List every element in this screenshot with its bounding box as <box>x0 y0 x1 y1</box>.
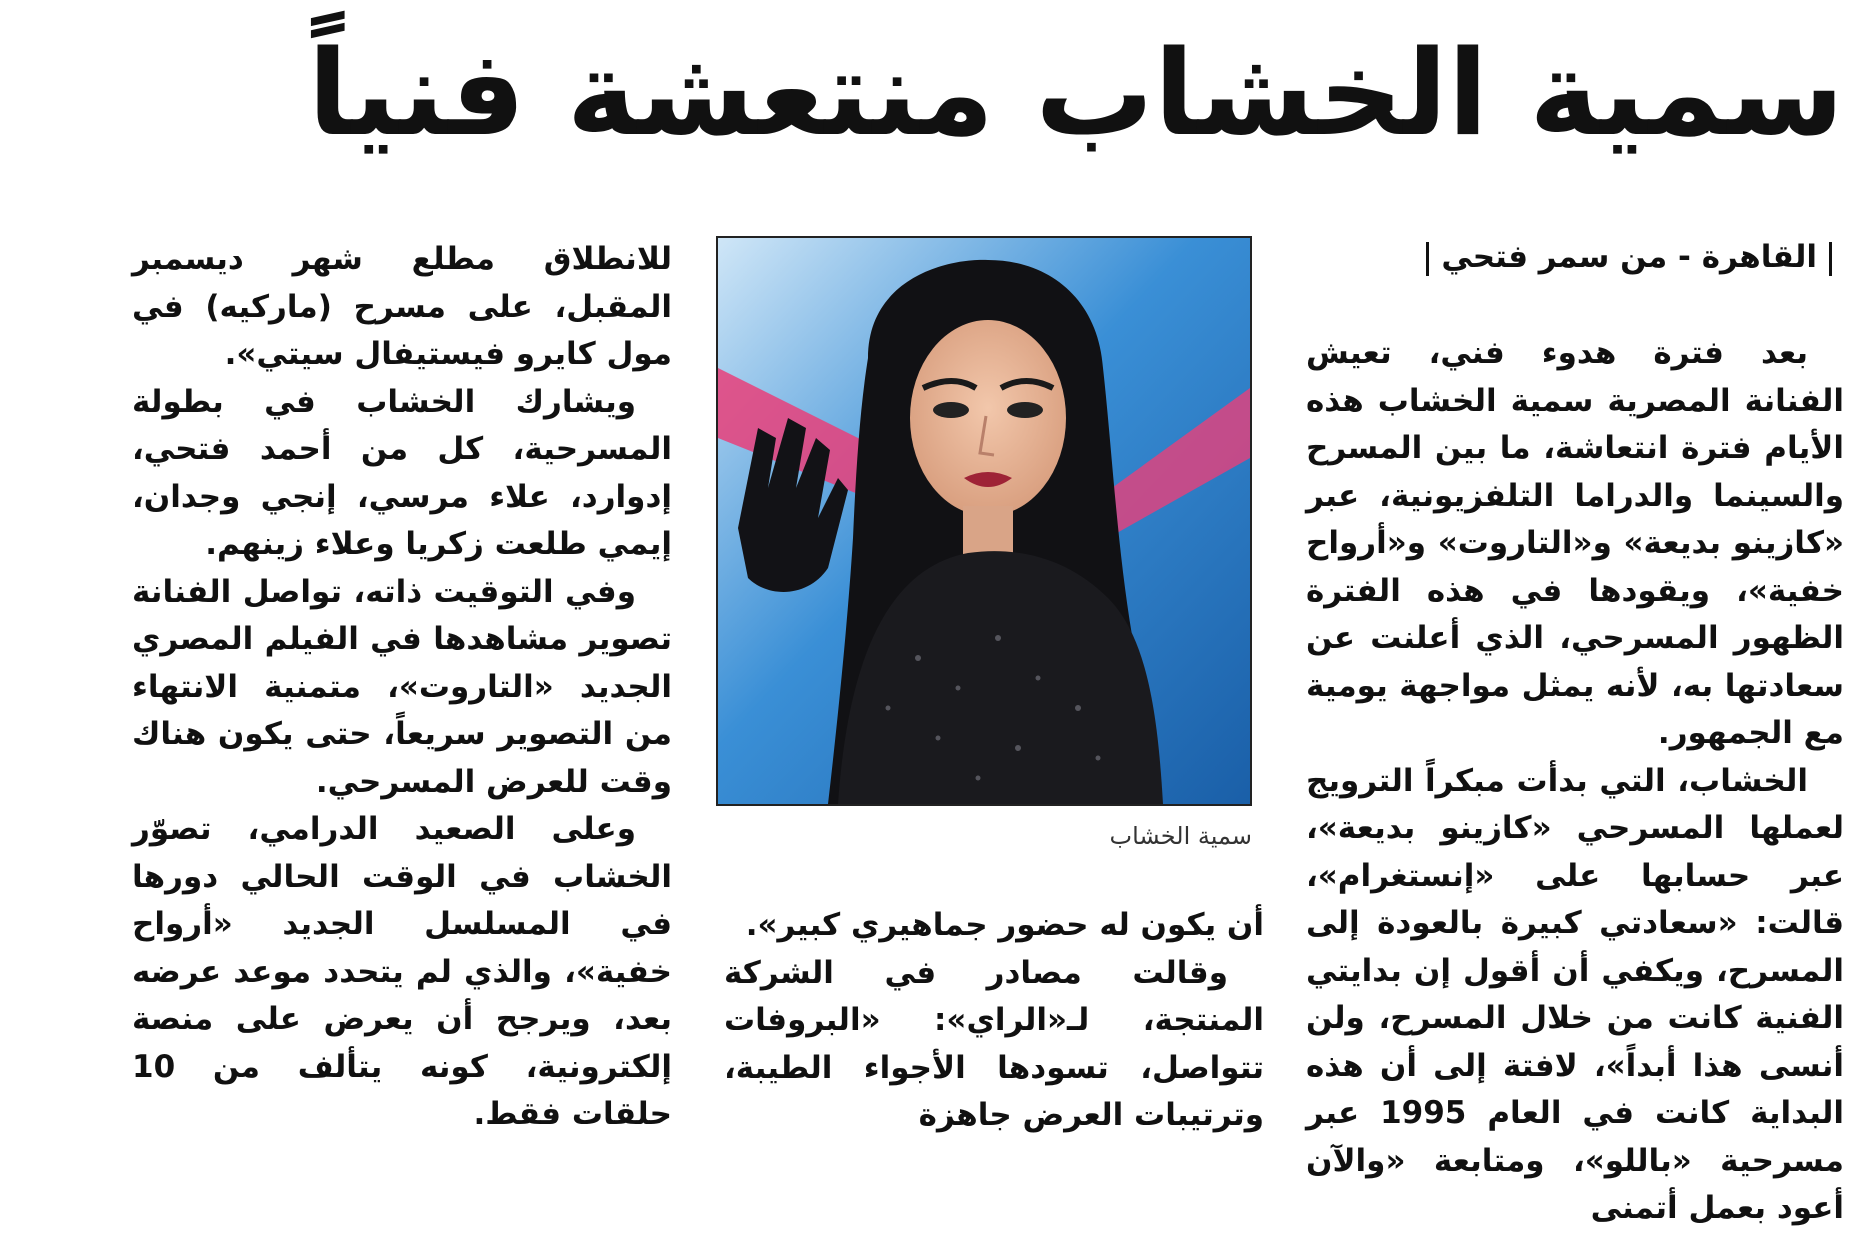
photo-caption: سمية الخشاب <box>1109 822 1252 850</box>
article-column-left <box>132 236 672 1132</box>
article-photo <box>716 236 1252 806</box>
article-paragraph: أن يكون له حضور جماهيري كبير». <box>745 907 1264 943</box>
article-paragraph: وقالت مصادر في الشركة المنتجة، لـ«الراي»: «البروفات تتواصل، تسودها الأجواء الطيبة، وترتيبات العرض جاهزة <box>724 954 1264 1133</box>
article-paragraph: الخشاب، التي بدأت مبكراً الترويج لعملها المسرحي «كازينو بديعة»، عبر حسابها على «إنستغرام»، قالت: «سعادتي كبيرة بالعودة إلى المسرح، ويكفي أن أقول إن بدايتي الفنية كانت من خلال المسرح، ولن أنسى هذا أبداً»، لافتة إلى أن هذه البداية كانت في العام 1995 عبر مسرحية «باللو»، ومتابعة «والآن أعود بعمل أتمنى <box>1306 762 1844 1226</box>
article-column-middle <box>724 902 1264 1133</box>
article-paragraph: ويشارك الخشاب في بطولة المسرحية، كل من أحمد فتحي، إدوارد، علاء مرسي، إنجي وجدان، إيمي طلعت زكريا وعلاء زينهم. <box>132 383 672 562</box>
article-byline <box>1344 232 1844 282</box>
left-eye <box>933 402 969 418</box>
article-column-right <box>1306 330 1844 1226</box>
byline-divider <box>1426 242 1429 276</box>
portrait-illustration <box>718 238 1250 804</box>
article-paragraph: بعد فترة هدوء فني، تعيش الفنانة المصرية سمية الخشاب هذه الأيام فترة انتعاشة، ما بين المسرح والسينما والدراما التلفزيونية، عبر «كازينو بديعة» و«التاروت» و«أرواح خفية»، ويقودها في هذه الفترة الظهور المسرحي، الذي أعلنت عن سعادتها به، لأنه يمثل مواجهة يومية مع الجمهور. <box>1306 335 1844 751</box>
neck <box>963 506 1013 556</box>
byline-divider <box>1829 242 1832 276</box>
article-paragraph: وعلى الصعيد الدرامي، تصوّر الخشاب في الوقت الحالي دورها في المسلسل الجديد «أرواح خفية»، والذي لم يتحدد موعد عرضه بعد، ويرجح أن يعرض على منصة إلكترونية، كونه يتألف من 10 حلقات فقط. <box>132 811 672 1132</box>
article-headline: سمية الخشاب منتعشة فنياً <box>307 24 1844 162</box>
byline-text: القاهرة - من سمر فتحي <box>1441 239 1817 275</box>
right-eye <box>1007 402 1043 418</box>
article-paragraph: للانطلاق مطلع شهر ديسمبر المقبل، على مسرح (ماركيه) في مول كايرو فيستيفال سيتي». <box>132 241 672 372</box>
article-paragraph: وفي التوقيت ذاته، تواصل الفنانة تصوير مشاهدها في الفيلم المصري الجديد «التاروت»، متمنية الانتهاء من التصوير سريعاً، حتى يكون هناك وقت للعرض المسرحي. <box>132 573 672 800</box>
